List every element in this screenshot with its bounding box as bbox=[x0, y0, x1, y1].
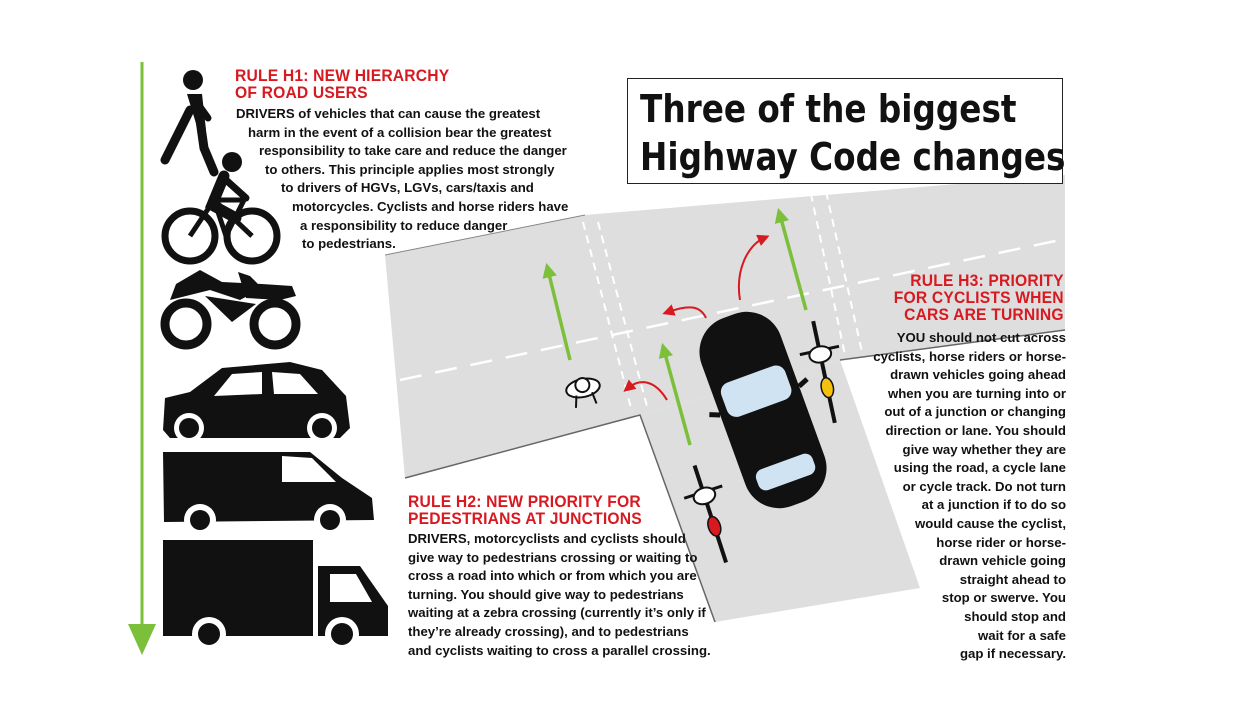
rule-h2-line: DRIVERS, motorcyclists and cyclists should bbox=[408, 531, 686, 546]
rule-h2-heading bbox=[408, 493, 662, 527]
rule-h2-line: they’re already crossing), and to pedestrians bbox=[408, 623, 689, 639]
rule-h3-line: wait for a safe bbox=[978, 627, 1066, 643]
rule-h1-line: motorcycles. Cyclists and horse riders have bbox=[292, 198, 569, 214]
rule-h3-line: or cycle track. Do not turn bbox=[902, 478, 1066, 494]
rule-h1-line: responsibility to take care and reduce the danger bbox=[259, 143, 567, 159]
rule-h1-line: to drivers of HGVs, LGVs, cars/taxis and bbox=[281, 180, 534, 196]
title-box bbox=[627, 78, 1066, 184]
rule-h3-heading bbox=[879, 272, 1064, 323]
rule-h3-line: drawn vehicles going ahead bbox=[890, 367, 1066, 383]
rule-h3-line: cyclists, horse riders or horse- bbox=[873, 348, 1066, 364]
rule-h3-body bbox=[873, 329, 1066, 664]
rule-h3-line: would cause the cyclist, bbox=[915, 515, 1066, 531]
rule-h1-heading bbox=[235, 67, 468, 101]
rule-h3-line: give way whether they are bbox=[902, 441, 1066, 457]
rule-h3-line: straight ahead to bbox=[959, 571, 1066, 587]
title-line-2: Highway Code changes bbox=[640, 135, 1066, 179]
rule-h3-line: drawn vehicle going bbox=[939, 553, 1066, 569]
rule-h1-line: a responsibility to reduce danger bbox=[300, 217, 508, 233]
rule-h3-heading-line: CARS ARE TURNING bbox=[904, 305, 1064, 324]
lorry-icon bbox=[163, 540, 388, 651]
rule-h3-line: using the road, a cycle lane bbox=[893, 460, 1066, 476]
rule-h3-line: horse rider or horse- bbox=[936, 534, 1066, 550]
rule-h3-heading-line: RULE H3: PRIORITY bbox=[910, 271, 1064, 290]
car-icon bbox=[163, 362, 350, 443]
rule-h2-body bbox=[408, 530, 711, 660]
rule-h1-heading-line: OF ROAD USERS bbox=[235, 83, 368, 102]
rule-h2-line: waiting at a zebra crossing (currently it’s only if bbox=[408, 605, 706, 621]
rule-h1-line: DRIVERS of vehicles that can cause the greatest bbox=[236, 106, 541, 121]
van-icon bbox=[163, 452, 374, 536]
rule-h1-heading-line: RULE H1: NEW HIERARCHY bbox=[235, 66, 450, 85]
rule-h2-heading-line: RULE H2: NEW PRIORITY FOR bbox=[408, 492, 641, 511]
rule-h1-line: harm in the event of a collision bear the greatest bbox=[248, 124, 552, 140]
rule-h3-line: YOU should not cut across bbox=[896, 330, 1066, 345]
rule-h1-line: to pedestrians. bbox=[302, 236, 396, 252]
rule-h3-line: out of a junction or changing bbox=[884, 404, 1066, 420]
rule-h3-line: gap if necessary. bbox=[959, 646, 1066, 662]
rule-h2-line: give way to pedestrians crossing or waiting to bbox=[408, 549, 698, 565]
rule-h2-line: cross a road into which or from which you are bbox=[408, 568, 697, 584]
rule-h3-line: stop or swerve. You bbox=[941, 590, 1066, 606]
rule-h3-line: direction or lane. You should bbox=[885, 422, 1066, 438]
rule-h2-line: turning. You should give way to pedestrians bbox=[408, 586, 684, 602]
rule-h1-body bbox=[0, 105, 600, 254]
rule-h3-heading-line: FOR CYCLISTS WHEN bbox=[894, 288, 1064, 307]
rule-h2-heading-line: PEDESTRIANS AT JUNCTIONS bbox=[408, 509, 642, 528]
title-line-1: Three of the biggest bbox=[640, 87, 1017, 131]
motorcycle-icon bbox=[165, 270, 296, 345]
rule-h3-line: at a junction if to do so bbox=[921, 497, 1066, 513]
rule-h1-line: to others. This principle applies most strongly bbox=[265, 161, 555, 177]
rule-h3-line: when you are turning into or bbox=[887, 385, 1066, 401]
rule-h2-line: and cyclists waiting to cross a parallel crossing. bbox=[408, 642, 711, 658]
rule-h3-line: should stop and bbox=[964, 608, 1066, 624]
